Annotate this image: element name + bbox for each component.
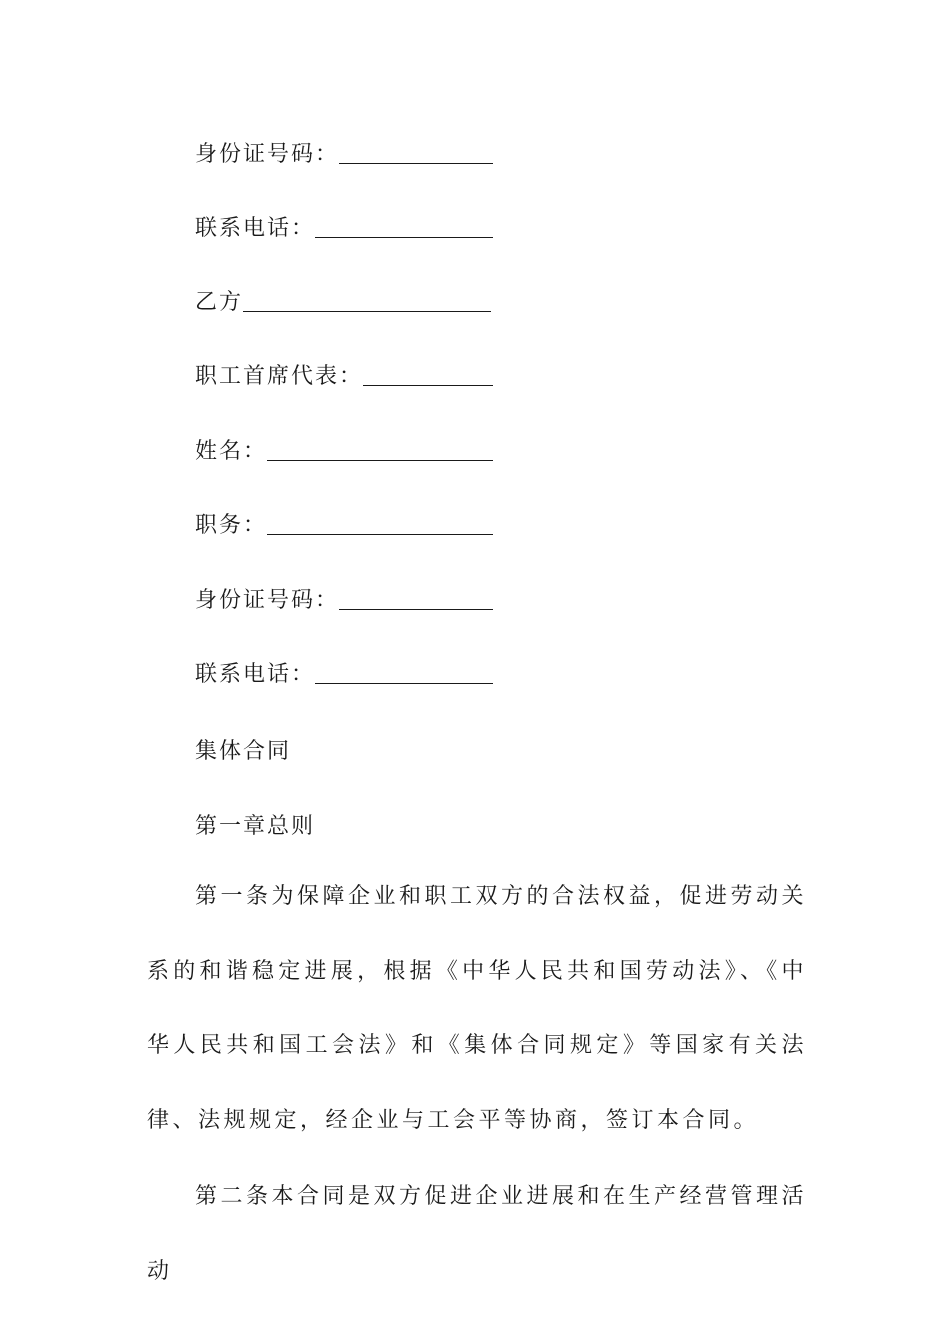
field-party-b bbox=[195, 286, 491, 316]
field-label: 联系电话： bbox=[195, 216, 316, 241]
chapter-heading: 第一章总则 bbox=[195, 814, 316, 839]
field-label: 身份证号码： bbox=[195, 142, 340, 167]
field-position bbox=[195, 509, 493, 539]
article-2-paragraph: 第二条本合同是双方促进企业进展和在生产经营管理活动 bbox=[147, 1184, 808, 1284]
field-label: 乙方 bbox=[195, 290, 244, 315]
field-label: 职工首席代表： bbox=[195, 364, 364, 389]
field-id-number-2 bbox=[195, 584, 493, 614]
fill-in-blank bbox=[339, 608, 493, 610]
field-label: 姓名： bbox=[195, 439, 268, 464]
field-phone-1 bbox=[195, 212, 493, 242]
fill-in-blank bbox=[267, 533, 493, 535]
field-id-number-1 bbox=[195, 138, 493, 168]
fill-in-blank bbox=[339, 162, 493, 164]
fill-in-blank bbox=[243, 310, 491, 312]
field-name bbox=[195, 435, 493, 465]
field-label: 联系电话： bbox=[195, 662, 316, 687]
fill-in-blank bbox=[315, 236, 493, 238]
field-label: 职务： bbox=[195, 513, 268, 538]
fill-in-blank bbox=[267, 459, 493, 461]
fill-in-blank bbox=[363, 384, 493, 386]
field-phone-2 bbox=[195, 658, 493, 688]
field-chief-representative bbox=[195, 360, 493, 390]
fill-in-blank bbox=[315, 682, 493, 684]
field-label: 身份证号码： bbox=[195, 588, 340, 613]
contract-title: 集体合同 bbox=[195, 739, 292, 764]
article-1-paragraph: 第一条为保障企业和职工双方的合法权益，促进劳动关系的和谐稳定进展，根据《中华人民共和国劳动法》、《中华人民共和国工会法》和《集体合同规定》等国家有关法律、法规规定，经企业与工会平等协商，签订本合同。 bbox=[147, 884, 808, 1133]
